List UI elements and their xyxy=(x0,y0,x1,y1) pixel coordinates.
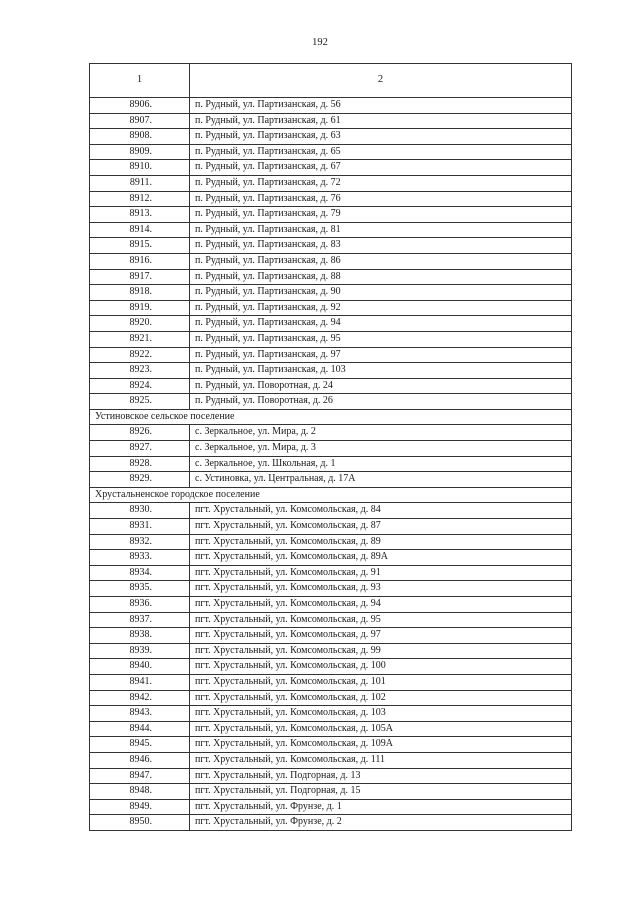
row-address: пгт. Хрустальный, ул. Комсомольская, д. 93 xyxy=(190,581,572,597)
table-row xyxy=(90,456,572,472)
row-address: п. Рудный, ул. Партизанская, д. 61 xyxy=(190,113,572,129)
table-row xyxy=(90,129,572,145)
row-number: 8924. xyxy=(90,378,190,394)
table-row xyxy=(90,690,572,706)
row-address: пгт. Хрустальный, ул. Фрунзе, д. 2 xyxy=(190,815,572,831)
table-row xyxy=(90,565,572,581)
row-address: пгт. Хрустальный, ул. Комсомольская, д. 91 xyxy=(190,565,572,581)
row-address: пгт. Хрустальный, ул. Комсомольская, д. 111 xyxy=(190,752,572,768)
row-address: пгт. Хрустальный, ул. Комсомольская, д. 97 xyxy=(190,628,572,644)
table-row xyxy=(90,472,572,488)
table-row xyxy=(90,628,572,644)
row-number: 8917. xyxy=(90,269,190,285)
row-number: 8929. xyxy=(90,472,190,488)
row-number: 8927. xyxy=(90,441,190,457)
row-number: 8911. xyxy=(90,175,190,191)
row-address: пгт. Хрустальный, ул. Комсомольская, д. 109А xyxy=(190,737,572,753)
table-row xyxy=(90,331,572,347)
table-row xyxy=(90,441,572,457)
table-row xyxy=(90,519,572,535)
row-address: с. Устиновка, ул. Центральная, д. 17А xyxy=(190,472,572,488)
table-row xyxy=(90,425,572,441)
row-address: пгт. Хрустальный, ул. Комсомольская, д. 95 xyxy=(190,612,572,628)
table-row xyxy=(90,659,572,675)
row-address: п. Рудный, ул. Партизанская, д. 83 xyxy=(190,238,572,254)
table-row xyxy=(90,706,572,722)
page-number: 192 xyxy=(312,37,328,48)
table-row xyxy=(90,144,572,160)
table-row xyxy=(90,799,572,815)
row-address: п. Рудный, ул. Партизанская, д. 86 xyxy=(190,253,572,269)
table-body xyxy=(90,98,572,831)
table-row xyxy=(90,581,572,597)
table-row xyxy=(90,674,572,690)
row-number: 8922. xyxy=(90,347,190,363)
row-address: пгт. Хрустальный, ул. Фрунзе, д. 1 xyxy=(190,799,572,815)
row-number: 8921. xyxy=(90,331,190,347)
row-address: п. Рудный, ул. Партизанская, д. 103 xyxy=(190,363,572,379)
table-row xyxy=(90,191,572,207)
row-number: 8906. xyxy=(90,98,190,114)
table-row xyxy=(90,550,572,566)
row-address: пгт. Хрустальный, ул. Комсомольская, д. 100 xyxy=(190,659,572,675)
row-address: с. Зеркальное, ул. Мира, д. 2 xyxy=(190,425,572,441)
row-number: 8932. xyxy=(90,534,190,550)
row-number: 8928. xyxy=(90,456,190,472)
table-row xyxy=(90,316,572,332)
row-number: 8944. xyxy=(90,721,190,737)
row-number: 8936. xyxy=(90,597,190,613)
address-table xyxy=(89,63,572,831)
row-address: пгт. Хрустальный, ул. Комсомольская, д. 94 xyxy=(190,597,572,613)
row-number: 8945. xyxy=(90,737,190,753)
table-row xyxy=(90,113,572,129)
row-number: 8935. xyxy=(90,581,190,597)
row-address: п. Рудный, ул. Партизанская, д. 63 xyxy=(190,129,572,145)
row-number: 8930. xyxy=(90,503,190,519)
table-row xyxy=(90,768,572,784)
row-address: пгт. Хрустальный, ул. Подгорная, д. 15 xyxy=(190,784,572,800)
table-row xyxy=(90,269,572,285)
row-address: пгт. Хрустальный, ул. Комсомольская, д. 102 xyxy=(190,690,572,706)
row-number: 8946. xyxy=(90,752,190,768)
row-address: пгт. Хрустальный, ул. Комсомольская, д. 84 xyxy=(190,503,572,519)
table-row xyxy=(90,597,572,613)
row-number: 8907. xyxy=(90,113,190,129)
row-number: 8949. xyxy=(90,799,190,815)
table-row xyxy=(90,378,572,394)
row-number: 8913. xyxy=(90,207,190,223)
row-number: 8912. xyxy=(90,191,190,207)
row-address: пгт. Хрустальный, ул. Комсомольская, д. 89А xyxy=(190,550,572,566)
table-row xyxy=(90,503,572,519)
row-number: 8909. xyxy=(90,144,190,160)
row-address: пгт. Хрустальный, ул. Комсомольская, д. 89 xyxy=(190,534,572,550)
row-address: п. Рудный, ул. Партизанская, д. 79 xyxy=(190,207,572,223)
row-number: 8950. xyxy=(90,815,190,831)
row-number: 8910. xyxy=(90,160,190,176)
table-row xyxy=(90,612,572,628)
row-address: п. Рудный, ул. Партизанская, д. 72 xyxy=(190,175,572,191)
section-title: Хрустальненское городское поселение xyxy=(90,487,572,503)
table-row xyxy=(90,175,572,191)
row-address: пгт. Хрустальный, ул. Комсомольская, д. 103 xyxy=(190,706,572,722)
column-header-number: 1 xyxy=(90,64,190,98)
row-number: 8908. xyxy=(90,129,190,145)
table-row xyxy=(90,815,572,831)
row-address: п. Рудный, ул. Партизанская, д. 88 xyxy=(190,269,572,285)
row-number: 8933. xyxy=(90,550,190,566)
section-title: Устиновское сельское поселение xyxy=(90,409,572,425)
row-number: 8916. xyxy=(90,253,190,269)
row-number: 8931. xyxy=(90,519,190,535)
row-number: 8942. xyxy=(90,690,190,706)
table-row xyxy=(90,737,572,753)
table-row xyxy=(90,363,572,379)
row-address: п. Рудный, ул. Поворотная, д. 24 xyxy=(190,378,572,394)
row-address: п. Рудный, ул. Партизанская, д. 76 xyxy=(190,191,572,207)
row-address: п. Рудный, ул. Поворотная, д. 26 xyxy=(190,394,572,410)
row-number: 8938. xyxy=(90,628,190,644)
row-number: 8918. xyxy=(90,285,190,301)
table-row xyxy=(90,207,572,223)
row-address: п. Рудный, ул. Партизанская, д. 95 xyxy=(190,331,572,347)
row-address: п. Рудный, ул. Партизанская, д. 65 xyxy=(190,144,572,160)
row-address: с. Зеркальное, ул. Мира, д. 3 xyxy=(190,441,572,457)
row-address: п. Рудный, ул. Партизанская, д. 81 xyxy=(190,222,572,238)
row-address: пгт. Хрустальный, ул. Комсомольская, д. 99 xyxy=(190,643,572,659)
section-row xyxy=(90,487,572,503)
row-number: 8934. xyxy=(90,565,190,581)
row-number: 8947. xyxy=(90,768,190,784)
row-address: с. Зеркальное, ул. Школьная, д. 1 xyxy=(190,456,572,472)
row-address: пгт. Хрустальный, ул. Комсомольская, д. 105А xyxy=(190,721,572,737)
row-number: 8940. xyxy=(90,659,190,675)
row-address: п. Рудный, ул. Партизанская, д. 97 xyxy=(190,347,572,363)
row-address: п. Рудный, ул. Партизанская, д. 67 xyxy=(190,160,572,176)
row-address: пгт. Хрустальный, ул. Комсомольская, д. 101 xyxy=(190,674,572,690)
row-number: 8914. xyxy=(90,222,190,238)
row-number: 8920. xyxy=(90,316,190,332)
row-number: 8943. xyxy=(90,706,190,722)
row-address: п. Рудный, ул. Партизанская, д. 56 xyxy=(190,98,572,114)
row-number: 8925. xyxy=(90,394,190,410)
row-number: 8926. xyxy=(90,425,190,441)
table-row xyxy=(90,394,572,410)
table-row xyxy=(90,752,572,768)
column-header-address: 2 xyxy=(190,64,572,98)
row-number: 8939. xyxy=(90,643,190,659)
row-number: 8948. xyxy=(90,784,190,800)
table-row xyxy=(90,238,572,254)
row-address: пгт. Хрустальный, ул. Комсомольская, д. 87 xyxy=(190,519,572,535)
table-row xyxy=(90,98,572,114)
row-address: п. Рудный, ул. Партизанская, д. 94 xyxy=(190,316,572,332)
table-row xyxy=(90,285,572,301)
table-row xyxy=(90,534,572,550)
table-row xyxy=(90,721,572,737)
section-row xyxy=(90,409,572,425)
row-number: 8941. xyxy=(90,674,190,690)
row-address: п. Рудный, ул. Партизанская, д. 92 xyxy=(190,300,572,316)
table-row xyxy=(90,160,572,176)
table-row xyxy=(90,253,572,269)
row-number: 8915. xyxy=(90,238,190,254)
row-address: пгт. Хрустальный, ул. Подгорная, д. 13 xyxy=(190,768,572,784)
table-row xyxy=(90,643,572,659)
table-row xyxy=(90,347,572,363)
table-row xyxy=(90,222,572,238)
row-address: п. Рудный, ул. Партизанская, д. 90 xyxy=(190,285,572,301)
table-row xyxy=(90,300,572,316)
row-number: 8937. xyxy=(90,612,190,628)
table-row xyxy=(90,784,572,800)
row-number: 8919. xyxy=(90,300,190,316)
table-header-row xyxy=(90,64,572,98)
row-number: 8923. xyxy=(90,363,190,379)
